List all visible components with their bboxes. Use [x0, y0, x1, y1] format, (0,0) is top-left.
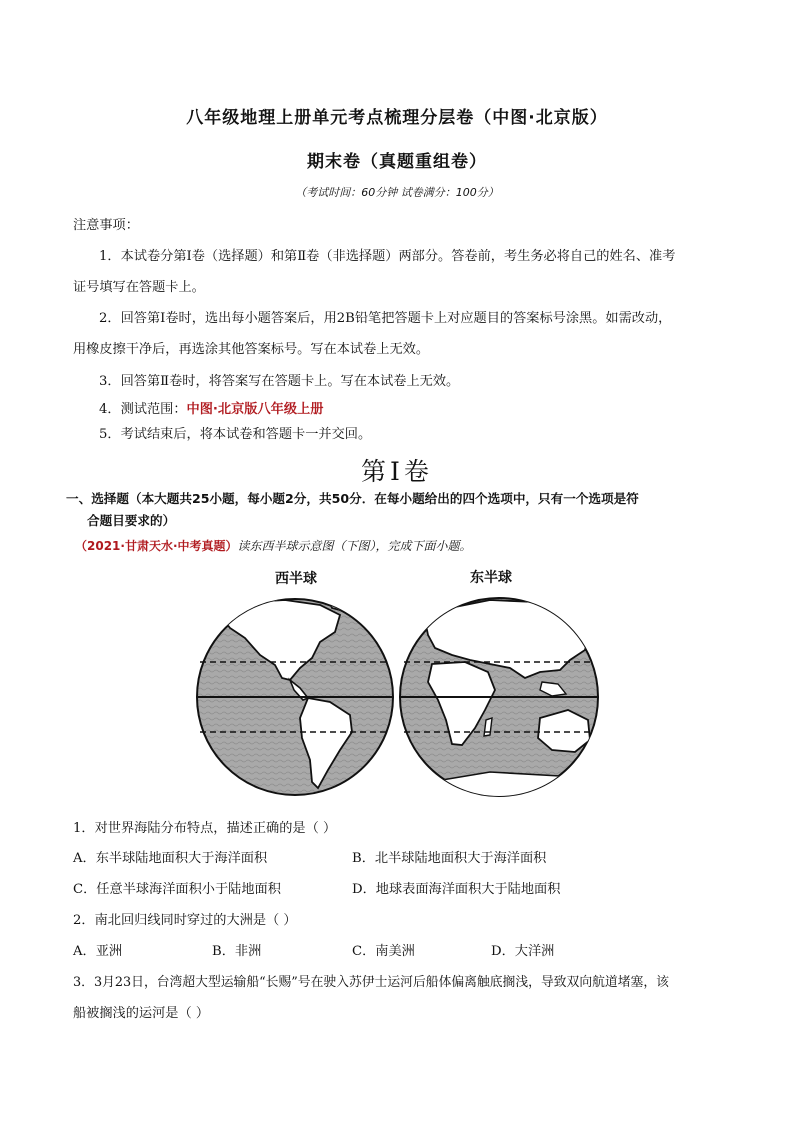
- section-title: 第Ⅰ卷: [361, 457, 433, 486]
- question-2-option-a: A．亚洲: [73, 944, 123, 959]
- west-hemisphere-label: 西半球: [275, 571, 317, 587]
- notice-item-2-line-2: 用橡皮擦干净后，再选涂其他答案标号。写在本试卷上无效。: [73, 342, 430, 357]
- exam-info: （考试时间：60分钟 试卷满分：100分）: [295, 186, 499, 199]
- australia-shape: [538, 710, 590, 752]
- notice-heading: 注意事项：: [73, 218, 139, 233]
- question-1-option-b: B．北半球陆地面积大于海洋面积: [352, 851, 547, 866]
- question-2-option-b: B．非洲: [212, 944, 262, 959]
- notice-item-2-line-1: 2．回答第Ⅰ卷时，选出每小题答案后，用2B铅笔把答题卡上对应题目的答案标号涂黑。如需改动，: [99, 311, 672, 326]
- question-3-stem-line-1: 3．3月23日，台湾超大型运输船“长赐”号在驶入苏伊士运河后船体偏离触底搁浅，导致双向航道堵塞，该: [73, 975, 669, 990]
- exam-subtitle: 期末卷（真题重组卷）: [307, 152, 487, 172]
- question-1-option-c: C．任意半球海洋面积小于陆地面积: [73, 882, 281, 897]
- part-heading-line-1: 一、选择题（本大题共25小题，每小题2分，共50分．在每小题给出的四个选项中，只有一个选项是符: [66, 491, 639, 506]
- notice-item-1-line-1: 1．本试卷分第Ⅰ卷（选择题）和第Ⅱ卷（非选择题）两部分。答卷前，考生务必将自己的姓名、准考: [99, 249, 676, 264]
- hemispheres-figure: [190, 560, 610, 810]
- west-hemisphere: [197, 588, 393, 795]
- notice-item-4: [99, 401, 323, 419]
- question-1-stem: 1．对世界海陆分布特点，描述正确的是（ ）: [73, 821, 337, 836]
- question-1-option-a: A．东半球陆地面积大于海洋面积: [73, 851, 268, 866]
- question-2-option-c: C．南美洲: [352, 944, 415, 959]
- exam-title: 八年级地理上册单元考点梳理分层卷（中图·北京版）: [186, 108, 608, 128]
- question-3-stem-line-2: 船被搁浅的运河是（ ）: [73, 1006, 210, 1021]
- notice-item-5: 5．考试结束后，将本试卷和答题卡一并交回。: [99, 427, 372, 442]
- hemispheres-map: [190, 560, 610, 810]
- notice-item-4-prefix: 4．测试范围：: [99, 402, 187, 417]
- east-hemisphere: [400, 598, 598, 800]
- question-source: （2021·甘肃天水·中考真题）: [75, 539, 238, 553]
- question-intro-text: 读东西半球示意图（下图），完成下面小题。: [237, 539, 472, 553]
- question-stem-intro: [75, 537, 472, 555]
- question-2-option-d: D．大洋洲: [491, 944, 555, 959]
- notice-item-1-line-2: 证号填写在答题卡上。: [73, 280, 205, 295]
- question-1-option-d: D．地球表面海洋面积大于陆地面积: [352, 882, 561, 897]
- part-heading-line-2: 合题目要求的）: [87, 513, 176, 528]
- notice-item-3: 3．回答第Ⅱ卷时，将答案写在答题卡上。写在本试卷上无效。: [99, 374, 460, 389]
- test-scope: 中图·北京版八年级上册: [186, 402, 324, 417]
- east-hemisphere-label: 东半球: [470, 570, 512, 586]
- question-2-stem: 2．南北回归线同时穿过的大洲是（ ）: [73, 913, 297, 928]
